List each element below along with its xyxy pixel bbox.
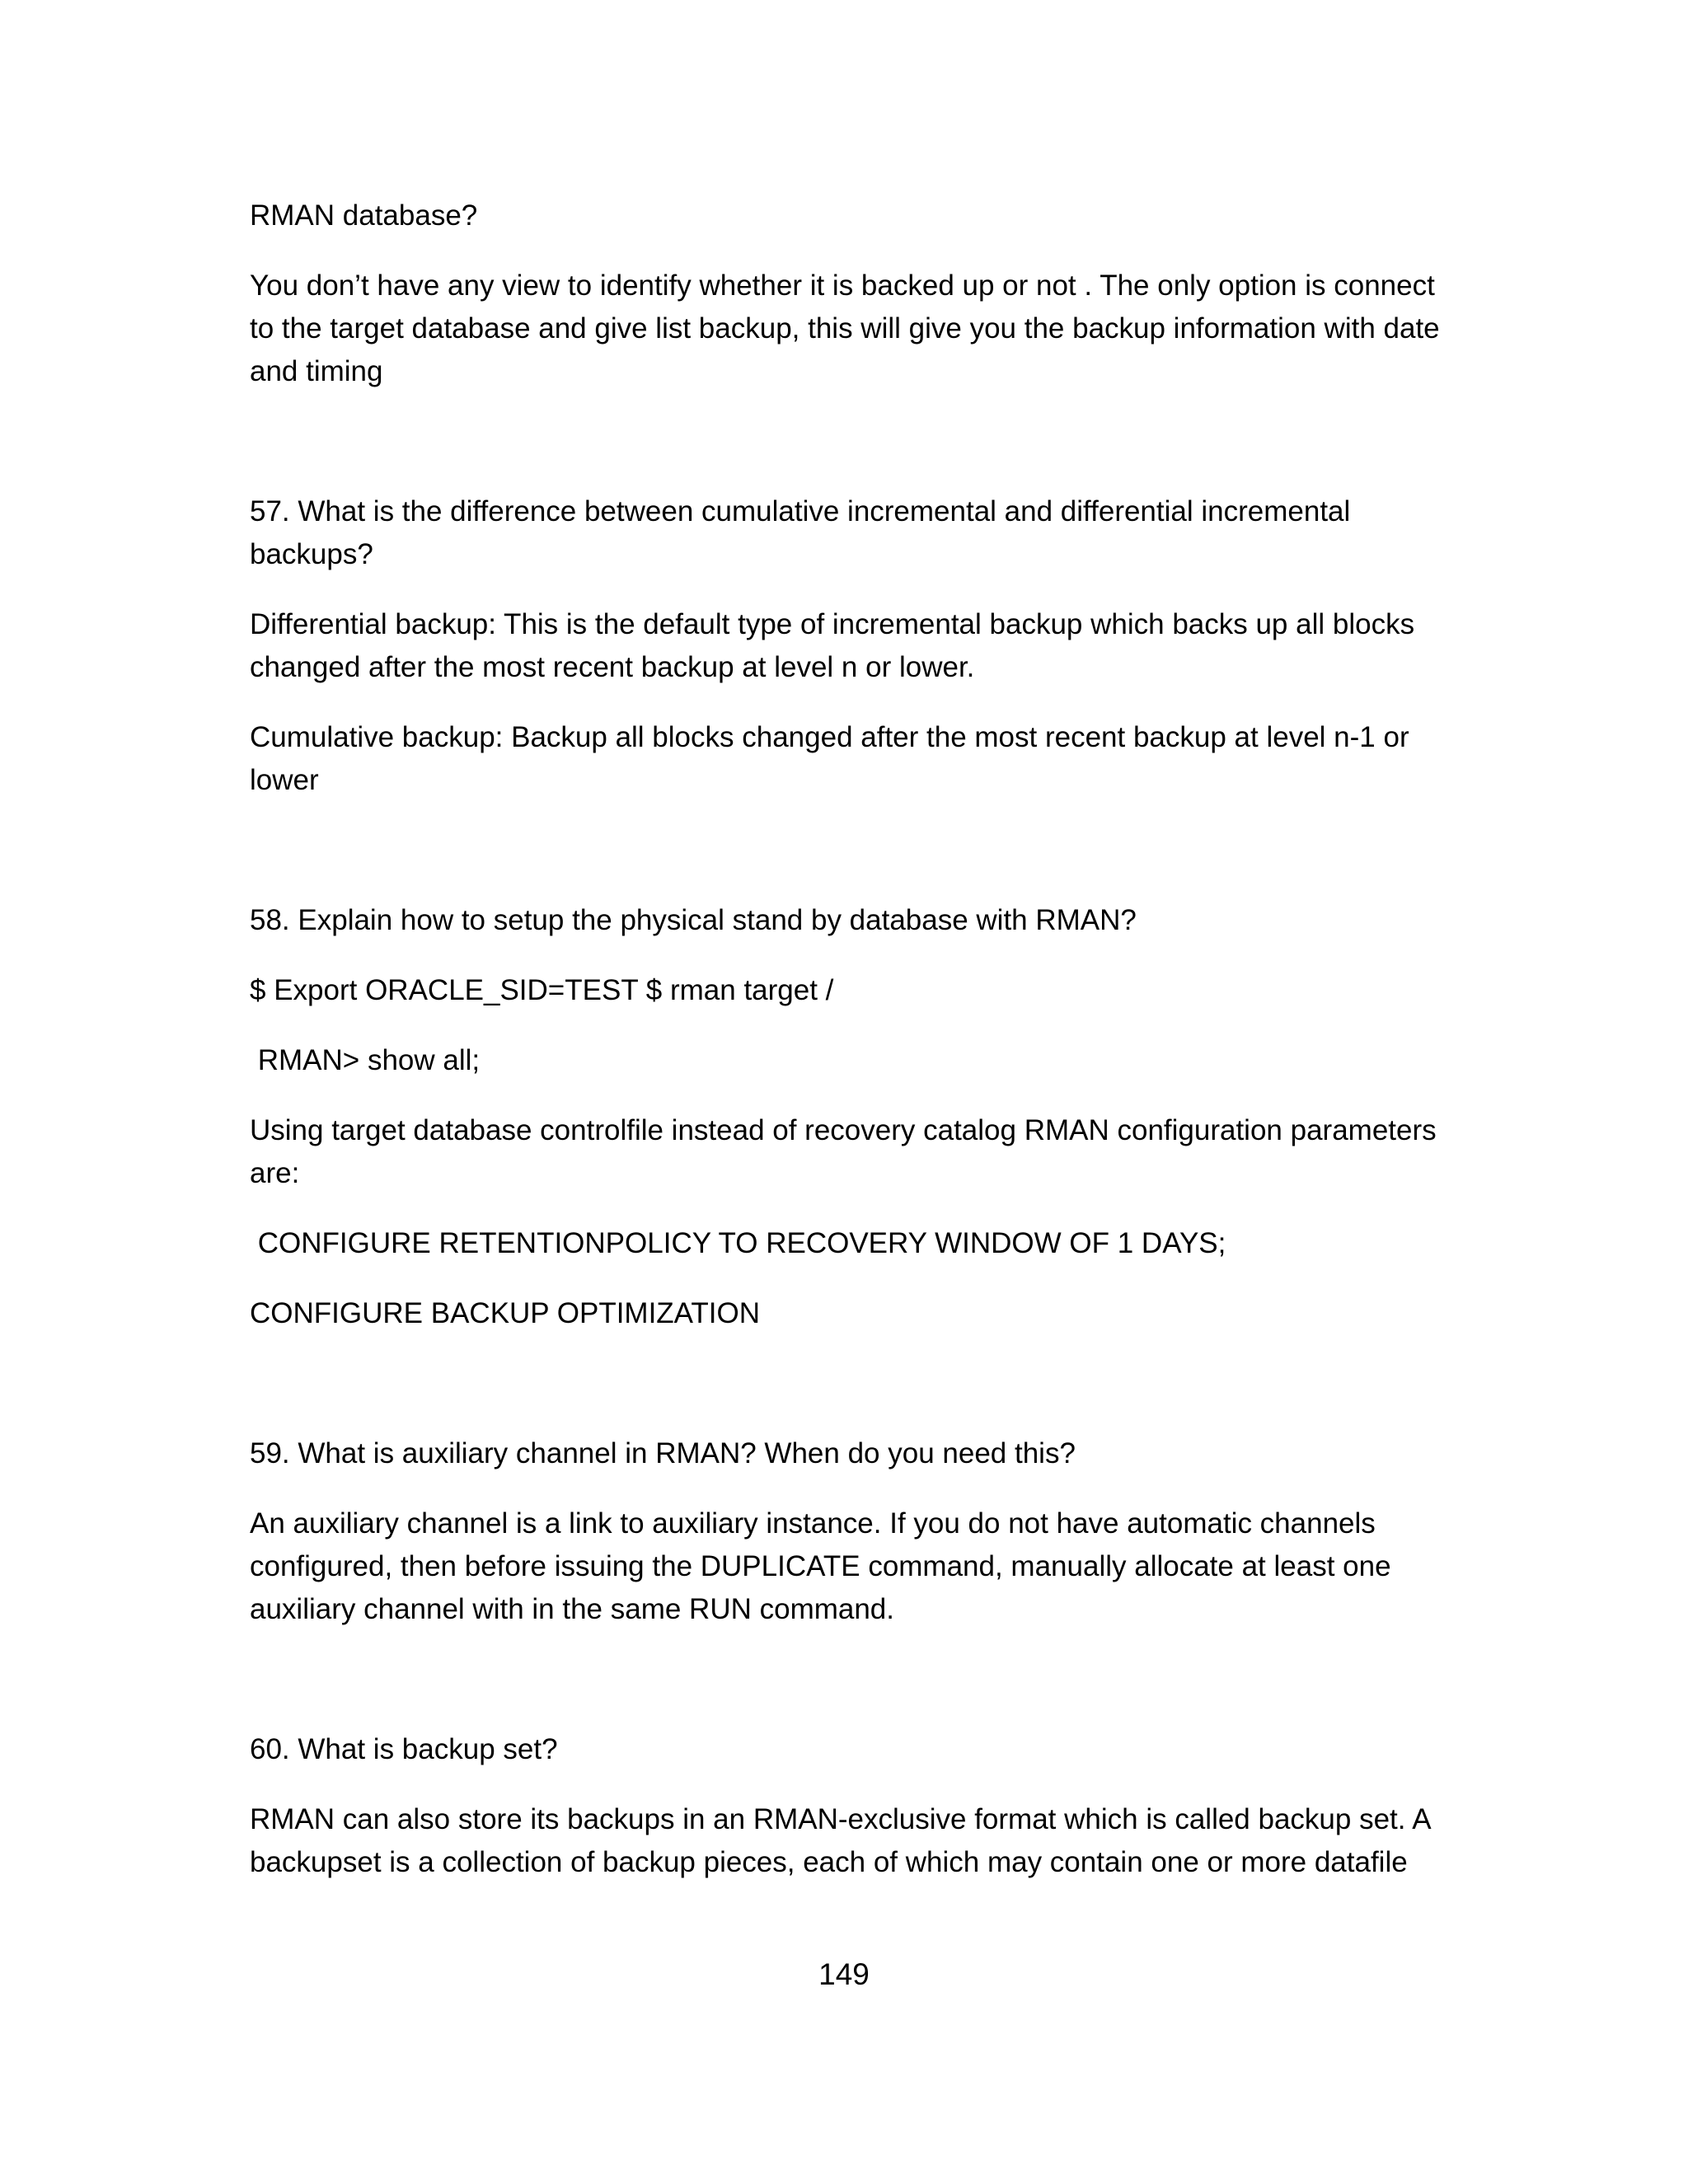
question-58-title: 58. Explain how to setup the physical stand by database with RMAN? [250,904,1137,936]
question-59-title: 59. What is auxiliary channel in RMAN? When do you need this? [250,1437,1076,1469]
paragraph-retention-policy: CONFIGURE RETENTIONPOLICY TO RECOVERY WINDOW OF 1 DAYS; [250,1227,1226,1259]
paragraph-backup-set: RMAN can also store its backups in an RMAN-exclusive format which is called backup set. A backupset is a collection of backup pieces, each of which may contain one or more datafile [250,1803,1438,1878]
paragraph-backup-optimization: CONFIGURE BACKUP OPTIMIZATION [250,1297,761,1329]
document-body [250,194,1453,1911]
question-57-title: 57. What is the difference between cumulative incremental and differential incremental backups? [250,495,1359,570]
question-60-title: 60. What is backup set? [250,1733,558,1765]
paragraph-auxiliary-channel: An auxiliary channel is a link to auxiliary instance. If you do not have automatic channels configured, then before issuing the DUPLICATE command, manually allocate at least one auxiliary channel with in the same RUN command. [250,1507,1400,1625]
paragraph-export-command: $ Export ORACLE_SID=TEST $ rman target / [250,974,834,1006]
paragraph-differential-backup: Differential backup: This is the default type of incremental backup which backs up all blocks changed after the most recent backup at level n or lower. [250,608,1423,683]
paragraph-show-all-command: RMAN> show all; [250,1044,481,1076]
paragraph-answer-56: You don’t have any view to identify whether it is backed up or not . The only option is connect to the target database and give list backup, this will give you the backup information with date and timing [250,269,1448,387]
page-number: 149 [818,1957,870,1991]
paragraph-question-continuation: RMAN database? [250,199,478,232]
paragraph-cumulative-backup: Cumulative backup: Backup all blocks changed after the most recent backup at level n-1 or lower [250,721,1418,796]
paragraph-configuration-intro: Using target database controlfile instead of recovery catalog RMAN configuration parameters are: [250,1114,1445,1189]
